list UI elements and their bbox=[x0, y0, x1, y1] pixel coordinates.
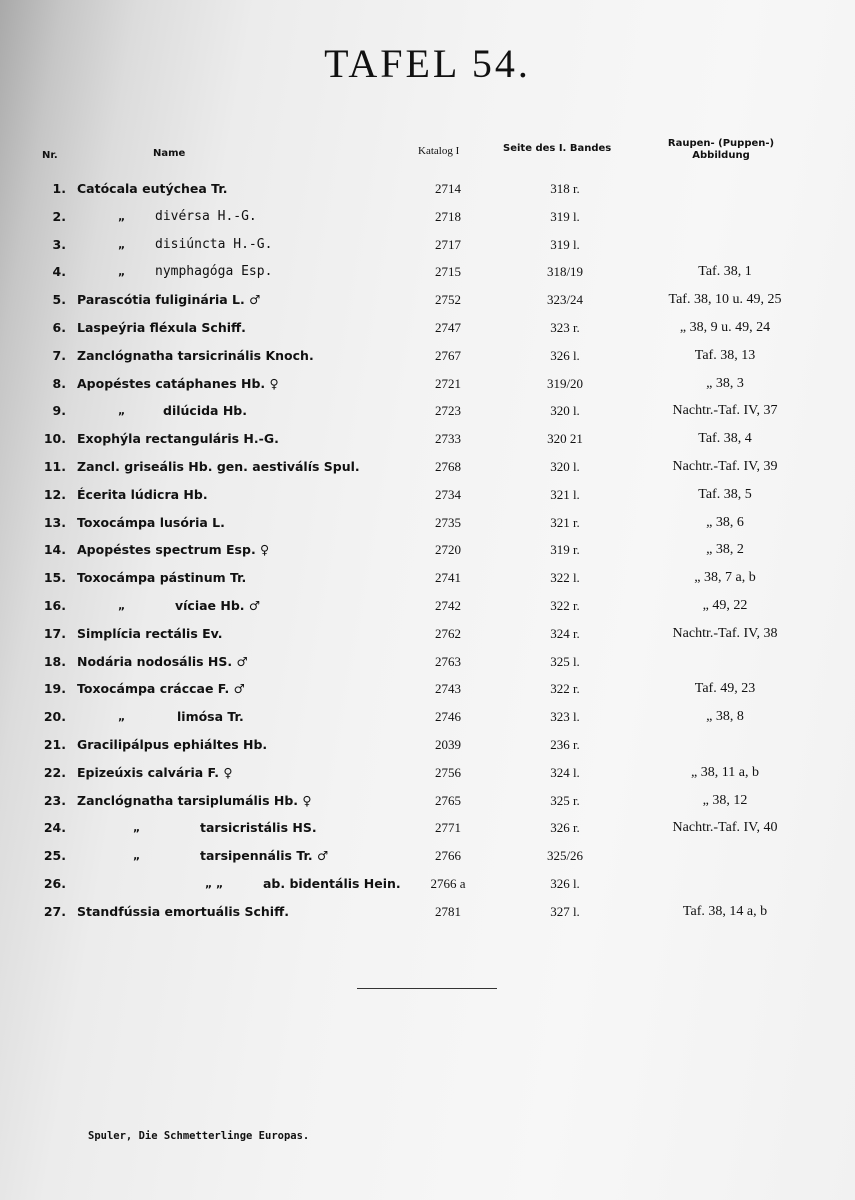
page-reference: 319 l. bbox=[550, 208, 580, 224]
katalog-number: 2771 bbox=[435, 820, 461, 836]
illustration-reference: Taf. 38, 4 bbox=[698, 431, 752, 447]
species-name: Parascótia fuliginária L. ♂ bbox=[77, 292, 261, 308]
row-number: 2. bbox=[52, 208, 66, 224]
row-number: 7. bbox=[52, 347, 66, 363]
katalog-number: 2752 bbox=[435, 292, 461, 308]
page-reference: 320 l. bbox=[550, 403, 580, 419]
species-name: Exophýla rectanguláris H.-G. bbox=[77, 431, 279, 447]
row-number: 16. bbox=[43, 598, 66, 613]
katalog-number: 2718 bbox=[435, 208, 461, 224]
page-reference: 327 l. bbox=[550, 903, 580, 919]
column-header-seite: Seite des I. Bandes bbox=[503, 143, 612, 154]
table-row bbox=[0, 569, 855, 596]
page-reference: 322 r. bbox=[550, 598, 580, 613]
table-row bbox=[0, 736, 855, 763]
illustration-reference: „ 38, 8 bbox=[706, 709, 744, 725]
row-number: 20. bbox=[43, 709, 66, 725]
page-reference: 318/19 bbox=[546, 264, 584, 280]
column-header-abbildung bbox=[656, 138, 786, 162]
species-name: Apopéstes spectrum Esp. ♀ bbox=[77, 542, 270, 558]
species-name: dilúcida Hb. bbox=[163, 403, 248, 419]
illustration-reference: „ 49, 22 bbox=[702, 598, 748, 613]
illustration-reference: „ 38, 11 a, b bbox=[691, 764, 759, 780]
table-row bbox=[0, 875, 855, 902]
species-name: limósa Tr. bbox=[177, 709, 244, 725]
page-reference: 324 l. bbox=[550, 764, 580, 780]
page-reference: 319/20 bbox=[546, 375, 584, 391]
illustration-reference: „ 38, 3 bbox=[706, 375, 744, 391]
ditto-mark: „ bbox=[133, 821, 141, 835]
species-name: Toxocámpa pástinum Tr. bbox=[77, 570, 247, 586]
row-number: 1. bbox=[52, 181, 66, 196]
row-number: 24. bbox=[43, 820, 66, 836]
illustration-reference: „ 38, 12 bbox=[702, 792, 748, 808]
species-name: disiúncta H.-G. bbox=[155, 236, 273, 252]
table-row bbox=[0, 263, 855, 290]
table-row bbox=[0, 625, 855, 652]
ditto-mark: „ „ bbox=[205, 877, 224, 890]
species-name: ab. bidentális Hein. bbox=[263, 876, 401, 891]
ditto-mark: „ bbox=[118, 404, 126, 418]
table-row bbox=[0, 291, 855, 318]
table-row bbox=[0, 347, 855, 374]
page-reference: 320 l. bbox=[550, 459, 580, 474]
katalog-number: 2747 bbox=[435, 320, 461, 335]
katalog-number: 2741 bbox=[435, 570, 461, 586]
row-number: 3. bbox=[52, 236, 66, 252]
page-reference: 236 r. bbox=[550, 737, 580, 752]
page-reference: 324 r. bbox=[550, 625, 580, 641]
species-name: Laspeýria fléxula Schiff. bbox=[77, 320, 246, 335]
table-row bbox=[0, 458, 855, 485]
table-row bbox=[0, 847, 855, 874]
species-name: nymphagóga Esp. bbox=[155, 264, 273, 280]
table-row bbox=[0, 680, 855, 707]
table-row bbox=[0, 819, 855, 846]
illustration-reference: Taf. 38, 5 bbox=[698, 486, 752, 502]
katalog-number: 2763 bbox=[435, 653, 461, 669]
row-number: 19. bbox=[43, 681, 66, 697]
ditto-mark: „ bbox=[133, 849, 141, 863]
table-row bbox=[0, 708, 855, 735]
table-row bbox=[0, 792, 855, 819]
row-number: 22. bbox=[43, 764, 66, 780]
ditto-mark: „ bbox=[118, 209, 126, 223]
column-header-katalog: Katalog I bbox=[418, 145, 460, 157]
page-reference: 319 r. bbox=[550, 542, 580, 558]
katalog-number: 2714 bbox=[435, 181, 461, 196]
row-number: 27. bbox=[43, 903, 66, 919]
row-number: 13. bbox=[43, 514, 66, 530]
katalog-number: 2733 bbox=[435, 431, 461, 447]
ditto-mark: „ bbox=[118, 265, 126, 279]
table-row bbox=[0, 430, 855, 457]
divider bbox=[357, 988, 497, 989]
table-row bbox=[0, 486, 855, 513]
katalog-number: 2781 bbox=[435, 903, 461, 919]
katalog-number: 2721 bbox=[435, 375, 461, 391]
illustration-reference: „ 38, 6 bbox=[706, 514, 744, 530]
species-name: Gracilipálpus ephiáltes Hb. bbox=[77, 737, 268, 752]
table-row bbox=[0, 764, 855, 791]
column-header-abbildung-line1: Raupen- (Puppen-) bbox=[667, 138, 775, 149]
row-number: 6. bbox=[52, 320, 66, 335]
species-name: Nodária nodosális HS. ♂ bbox=[77, 653, 248, 669]
row-number: 18. bbox=[43, 653, 66, 669]
katalog-number: 2766 bbox=[435, 848, 461, 864]
column-header-name: Name bbox=[153, 148, 186, 159]
katalog-number: 2762 bbox=[435, 625, 461, 641]
page-reference: 322 r. bbox=[550, 681, 580, 697]
katalog-number: 2767 bbox=[435, 347, 461, 363]
species-name: Zancl. griseális Hb. gen. aestiválís Spul. bbox=[77, 459, 360, 474]
species-name: Zanclógnatha tarsiplumális Hb. ♀ bbox=[77, 792, 312, 808]
species-name: Zanclógnatha tarsicrinális Knoch. bbox=[77, 347, 314, 363]
katalog-number: 2746 bbox=[435, 709, 461, 725]
page-reference: 319 l. bbox=[550, 236, 580, 252]
table-row bbox=[0, 319, 855, 346]
ditto-mark: „ bbox=[118, 710, 126, 724]
row-number: 4. bbox=[52, 264, 66, 280]
species-name: Standfússia emortuális Schiff. bbox=[77, 903, 289, 919]
illustration-reference: Taf. 38, 1 bbox=[698, 264, 752, 280]
species-name: tarsicristális HS. bbox=[200, 820, 317, 836]
row-number: 25. bbox=[43, 848, 66, 864]
page-reference: 325 r. bbox=[550, 792, 580, 808]
katalog-number: 2723 bbox=[435, 403, 461, 419]
page-reference: 326 l. bbox=[550, 876, 580, 891]
table-row bbox=[0, 208, 855, 235]
column-header-abbildung-line2: Abbildung bbox=[692, 150, 750, 161]
illustration-reference: „ 38, 7 a, b bbox=[694, 570, 756, 586]
illustration-reference: „ 38, 9 u. 49, 24 bbox=[679, 320, 771, 335]
page-reference: 320 21 bbox=[547, 431, 583, 447]
katalog-number: 2720 bbox=[435, 542, 461, 558]
katalog-number: 2039 bbox=[435, 737, 461, 752]
row-number: 10. bbox=[43, 431, 66, 447]
species-name: Toxocámpa cráccae F. ♂ bbox=[77, 681, 245, 697]
katalog-number: 2756 bbox=[435, 764, 461, 780]
species-name: Apopéstes catáphanes Hb. ♀ bbox=[77, 375, 279, 391]
column-header-nr: Nr. bbox=[42, 150, 58, 161]
table-row bbox=[0, 180, 855, 207]
illustration-reference: Nachtr.-Taf. IV, 39 bbox=[672, 459, 778, 474]
page-reference: 326 l. bbox=[550, 347, 580, 363]
footer-citation: Spuler, Die Schmetterlinge Europas. bbox=[88, 1130, 310, 1142]
row-number: 8. bbox=[52, 375, 66, 391]
species-name: Epizeúxis calvária F. ♀ bbox=[77, 764, 233, 780]
species-name: tarsipennális Tr. ♂ bbox=[200, 848, 329, 864]
katalog-number: 2768 bbox=[435, 459, 461, 474]
row-number: 15. bbox=[43, 570, 66, 586]
species-name: Écerita lúdicra Hb. bbox=[77, 486, 208, 502]
row-number: 26. bbox=[43, 876, 66, 891]
ditto-mark: „ bbox=[118, 237, 126, 251]
table-row bbox=[0, 236, 855, 263]
page-reference: 318 r. bbox=[550, 181, 580, 196]
row-number: 12. bbox=[43, 486, 66, 502]
row-number: 23. bbox=[43, 792, 66, 808]
page-reference: 323/24 bbox=[546, 292, 584, 308]
species-name: Simplícia rectális Ev. bbox=[77, 625, 223, 641]
row-number: 9. bbox=[52, 403, 66, 419]
species-name: Catócala eutýchea Tr. bbox=[77, 181, 228, 196]
row-number: 14. bbox=[43, 542, 66, 558]
page-reference: 321 r. bbox=[550, 514, 580, 530]
table-row bbox=[0, 903, 855, 930]
illustration-reference: Taf. 38, 13 bbox=[694, 347, 756, 363]
illustration-reference: Nachtr.-Taf. IV, 40 bbox=[672, 820, 778, 836]
species-name: divérsa H.-G. bbox=[155, 208, 257, 224]
katalog-number: 2717 bbox=[435, 236, 461, 252]
table-row bbox=[0, 597, 855, 624]
ditto-mark: „ bbox=[118, 599, 126, 612]
row-number: 17. bbox=[43, 625, 66, 641]
row-number: 5. bbox=[52, 292, 66, 308]
row-number: 11. bbox=[43, 459, 66, 474]
row-number: 21. bbox=[43, 737, 66, 752]
page-reference: 325 l. bbox=[550, 653, 580, 669]
page-reference: 321 l. bbox=[550, 486, 580, 502]
page-title: TAFEL 54. bbox=[324, 41, 531, 86]
table-row bbox=[0, 541, 855, 568]
katalog-number: 2715 bbox=[435, 264, 461, 280]
species-name: víciae Hb. ♂ bbox=[175, 598, 261, 613]
illustration-reference: „ 38, 2 bbox=[706, 542, 744, 558]
table-row bbox=[0, 375, 855, 402]
katalog-number: 2742 bbox=[435, 598, 461, 613]
table-row bbox=[0, 653, 855, 680]
page-reference: 326 r. bbox=[550, 820, 580, 836]
illustration-reference: Nachtr.-Taf. IV, 37 bbox=[672, 403, 778, 419]
illustration-reference: Taf. 38, 10 u. 49, 25 bbox=[668, 292, 782, 308]
katalog-number: 2766 a bbox=[430, 876, 466, 891]
katalog-number: 2765 bbox=[435, 792, 461, 808]
katalog-number: 2735 bbox=[435, 514, 461, 530]
illustration-reference: Taf. 38, 14 a, b bbox=[682, 903, 768, 919]
illustration-reference: Nachtr.-Taf. IV, 38 bbox=[672, 625, 778, 641]
page-reference: 325/26 bbox=[546, 848, 584, 864]
table-row bbox=[0, 402, 855, 429]
katalog-number: 2743 bbox=[435, 681, 461, 697]
page-reference: 323 r. bbox=[550, 320, 580, 335]
page-reference: 323 l. bbox=[550, 709, 580, 725]
katalog-number: 2734 bbox=[435, 486, 461, 502]
illustration-reference: Taf. 49, 23 bbox=[694, 681, 756, 697]
page-reference: 322 l. bbox=[550, 570, 580, 586]
species-name: Toxocámpa lusória L. bbox=[77, 514, 225, 530]
table-row bbox=[0, 514, 855, 541]
